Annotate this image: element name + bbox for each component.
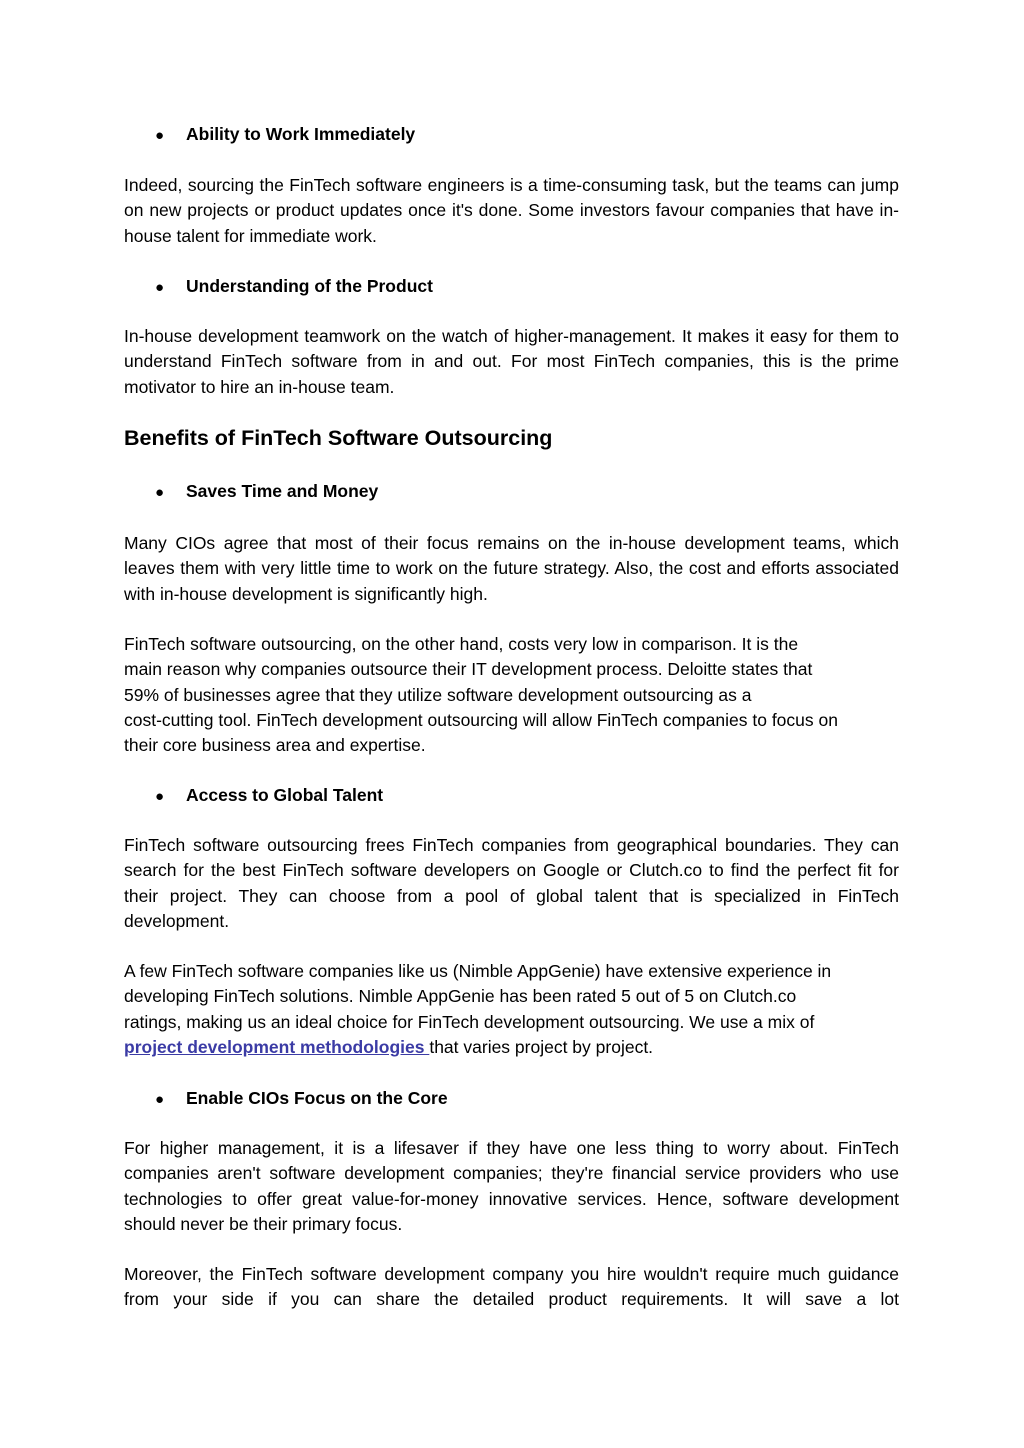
paragraph: Many CIOs agree that most of their focus remains on the in-house development teams, which leaves them with very little time to work on the future strategy. Also, the cost and efforts associated with in-house development is significantly high. (124, 533, 899, 604)
bullet-label: Saves Time and Money (186, 481, 379, 501)
paragraph (124, 632, 899, 758)
methodologies-link[interactable]: project development methodologies (124, 1036, 430, 1057)
paragraph (124, 959, 899, 1060)
bullet-label: Access to Global Talent (186, 785, 384, 805)
bullet-label: Ability to Work Immediately (186, 124, 416, 144)
paragraph-line: ratings, making us an ideal choice for FinTech development outsourcing. We use a mix of (124, 1011, 815, 1032)
paragraph: Indeed, sourcing the FinTech software engineers is a time-consuming task, but the teams can jump on new projects or product updates once it's done. Some investors favour companies that have in-house talent for immediate work. (124, 175, 899, 246)
paragraph-line: developing FinTech solutions. Nimble AppGenie has been rated 5 out of 5 on Clutch.co (124, 986, 797, 1007)
paragraph-line: main reason why companies outsource their IT development process. Deloitte states that (124, 659, 813, 680)
bullet-enable-cios (155, 1086, 899, 1112)
bullet-label: Understanding of the Product (186, 276, 433, 296)
bullet-ability-to-work (155, 122, 899, 148)
paragraph-tail: that varies project by project. (429, 1036, 654, 1057)
bullet-label: Enable CIOs Focus on the Core (186, 1088, 448, 1108)
bullet-dot: ● (155, 788, 165, 805)
bullet-dot: ● (155, 279, 165, 296)
paragraph: In-house development teamwork on the watch of higher-management. It makes it easy for them to understand FinTech software from in and out. For most FinTech companies, this is the prime motivator to hire an in-house team. (124, 326, 899, 397)
paragraph-line: their core business area and expertise. (124, 735, 426, 756)
section-heading: Benefits of FinTech Software Outsourcing (124, 426, 553, 450)
bullet-dot: ● (155, 1091, 165, 1108)
paragraph-line: cost-cutting tool. FinTech development outsourcing will allow FinTech companies to focus on (124, 709, 838, 730)
bullet-dot: ● (155, 127, 165, 144)
paragraph: For higher management, it is a lifesaver if they have one less thing to worry about. FinTech companies aren't software development companies; they're financial service providers who use technologies to offer great value-for-money innovative services. Hence, software development should never be their primary focus. (124, 1138, 899, 1234)
bullet-understanding-product (155, 274, 899, 300)
bullet-dot: ● (155, 484, 165, 501)
paragraph: FinTech software outsourcing frees FinTech companies from geographical boundaries. They can search for the best FinTech software developers on Google or Clutch.co to find the perfect fit for their project. They can choose from a pool of global talent that is specialized in FinTech development. (124, 835, 899, 931)
bullet-saves-time-money (155, 479, 899, 505)
bullet-global-talent (155, 783, 899, 809)
paragraph-line: A few FinTech software companies like us (Nimble AppGenie) have extensive experience in (124, 961, 832, 981)
paragraph-line: FinTech software outsourcing, on the other hand, costs very low in comparison. It is the (124, 634, 799, 654)
paragraph: Moreover, the FinTech software development company you hire wouldn't require much guidance from your side if you can share the detailed product requirements. It will save a lot (124, 1264, 899, 1310)
paragraph-line: 59% of businesses agree that they utilize software development outsourcing as a (124, 684, 752, 705)
paragraph-line (124, 1035, 899, 1060)
